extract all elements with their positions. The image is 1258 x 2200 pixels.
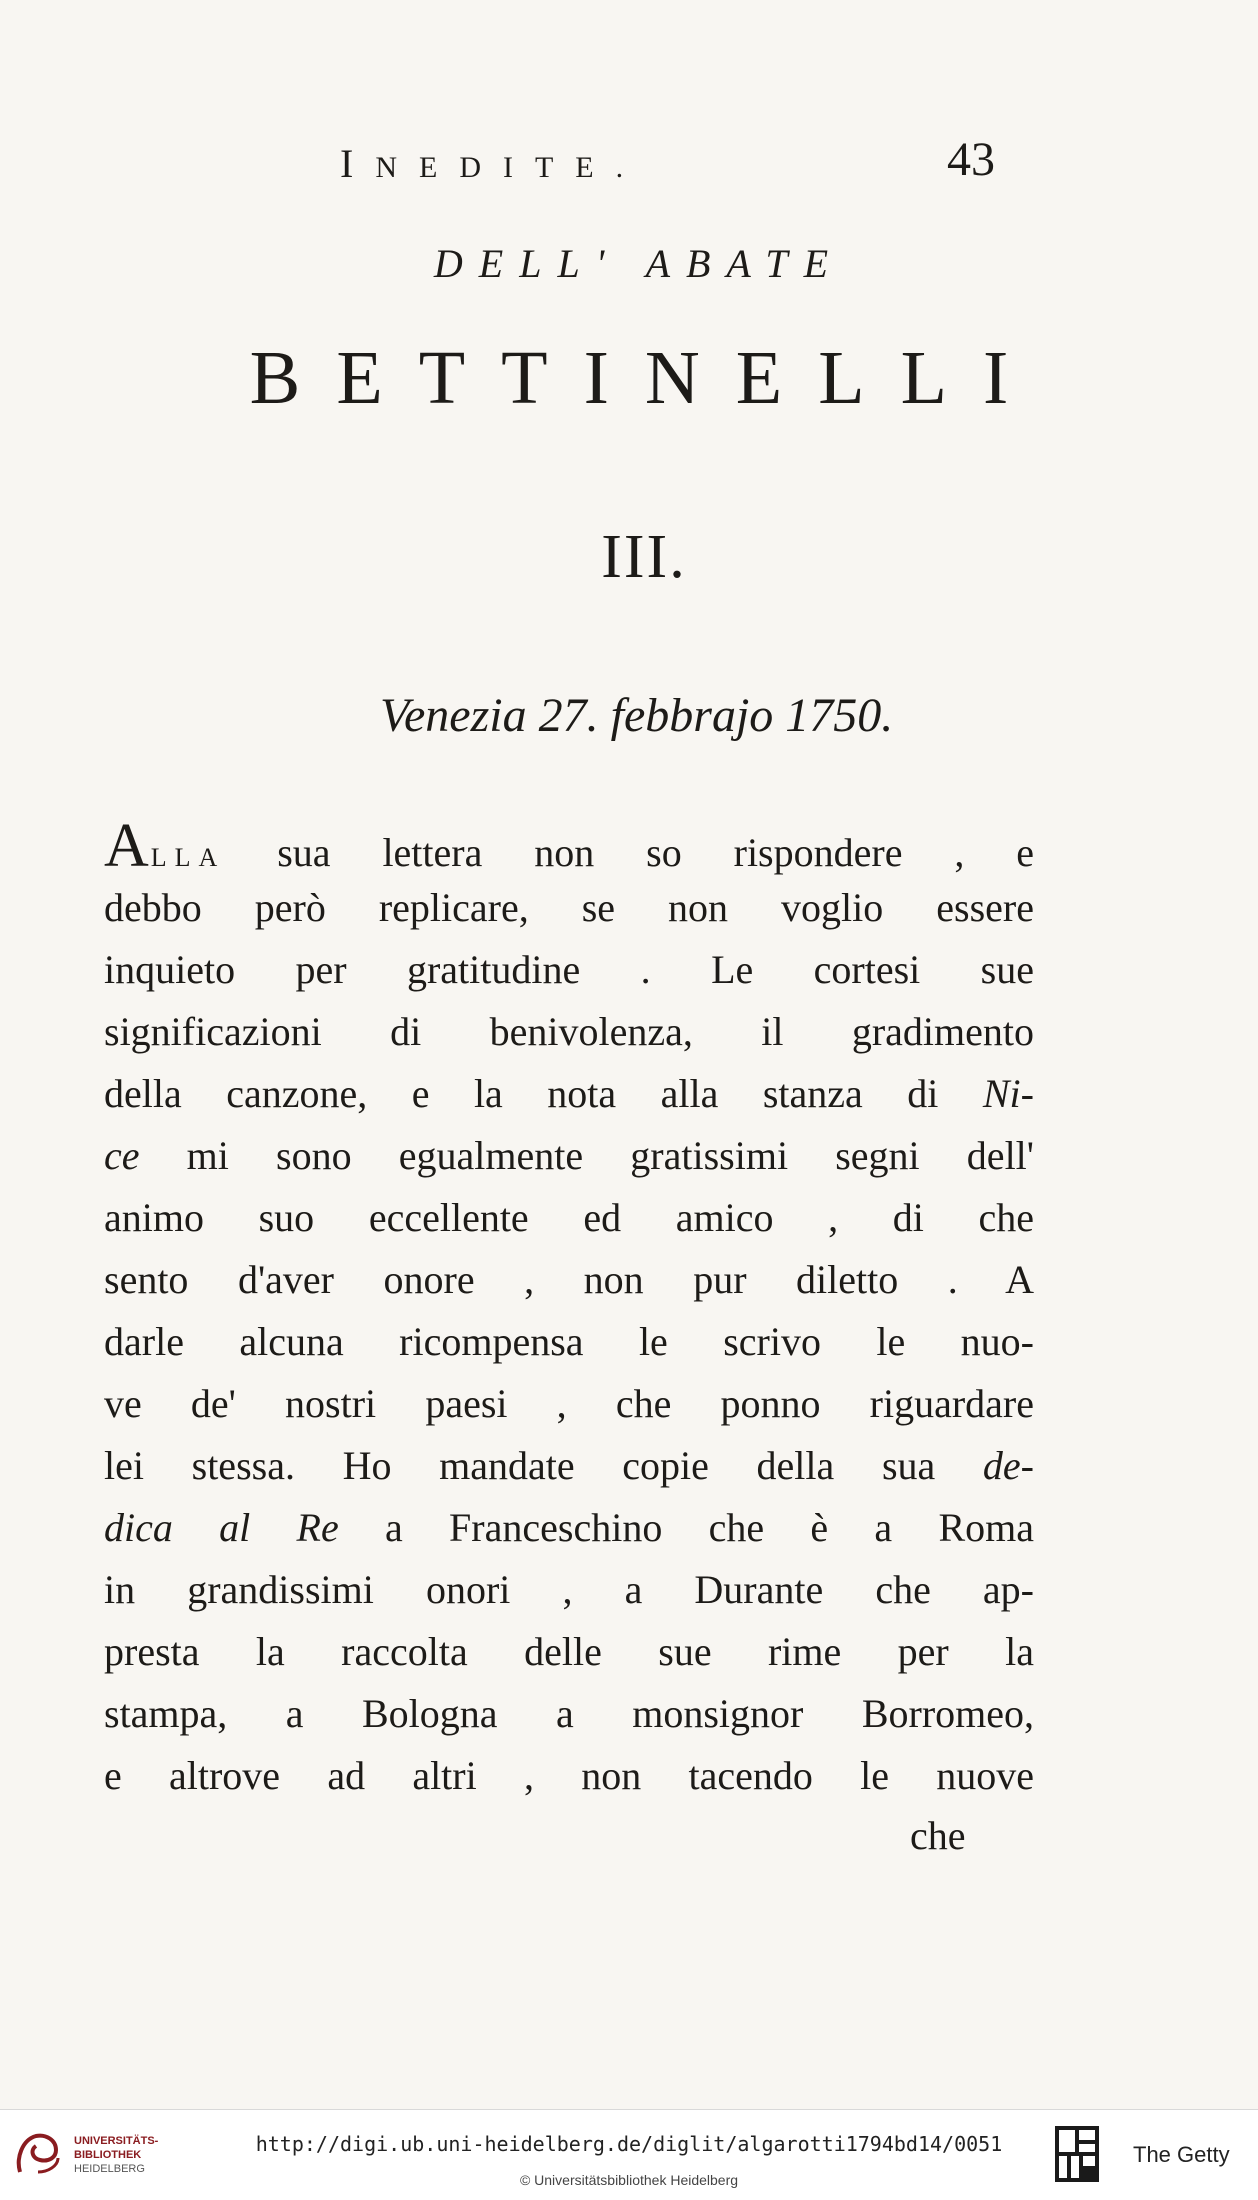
body-text-line: della canzone, e la nota alla stanza di [104,1071,983,1116]
body-line-12 [104,1497,1034,1559]
body-line-14: presta la raccolta delle sue rime per la [104,1629,1034,1674]
body-line-2: debbo però replicare, se non voglio essere [104,885,1034,930]
body-line-9: darle alcuna ricompensa le scrivo le nuo- [104,1319,1034,1364]
section-subtitle: DELL' ABATE [433,241,845,286]
running-title-cap: I [340,141,376,186]
author-heading: BETTINELLI [249,336,1045,420]
body-line-16: e altrove ad altri , non tacendo le nuove [104,1753,1034,1798]
body-line-15: stampa, a Bologna a monsignor Borromeo, [104,1691,1034,1736]
ub-logo-line-3: HEIDELBERG [74,2163,145,2175]
dateline: Venezia 27. febbrajo 1750. [380,689,894,742]
body-text-line: lei stessa. Ho mandate copie della sua [104,1443,983,1488]
copyright-notice: © Universitätsbibliothek Heidelberg [519,2172,739,2188]
body-line-4: significazioni di benivolenza, il gradimento [104,1009,1034,1054]
running-title [340,140,645,187]
getty-logo-text: The Getty [1133,2142,1230,2167]
body-line-3: inquieto per gratitudine . Le cortesi sue [104,947,1034,992]
permalink-url[interactable]: http://digi.ub.uni-heidelberg.de/diglit/algarotti1794bd14/0051 [255,2132,1003,2156]
small-caps-opening: LLA [150,843,226,872]
viewer-footer [0,2109,1258,2200]
getty-logo-icon [1055,2126,1099,2182]
body-line-1 [104,815,1034,877]
catchword: che [910,1813,966,1858]
getty-logo[interactable] [1055,2126,1255,2186]
italic-title: dica al Re [104,1505,339,1550]
running-title-rest: NEDITE. [375,151,646,184]
body-line-5 [104,1063,1034,1125]
body-line-6 [104,1125,1034,1187]
body-line-13: in grandissimi onori , a Durante che ap- [104,1567,1034,1612]
body-text-line: mi sono egualmente gratissimi segni dell' [139,1133,1034,1178]
running-header [0,132,1258,192]
body-line-11 [104,1435,1034,1497]
body-line-10: ve de' nostri paesi , che ponno riguardare [104,1381,1034,1426]
letter-body [104,815,1034,1807]
ub-logo-line-1: UNIVERSITÄTS- [74,2135,159,2147]
body-text-line: sua lettera non so rispondere , e [225,830,1034,875]
ub-logo-line-2: BIBLIOTHEK [74,2149,142,2161]
italic-name: ce [104,1133,140,1178]
body-line-7: animo suo eccellente ed amico , di che [104,1195,1034,1240]
letter-number: III. [601,523,687,591]
italic-title: de- [982,1443,1034,1488]
page-number: 43 [947,133,995,186]
italic-name: Ni- [982,1071,1034,1116]
body-line-8: sento d'aver onore , non pur diletto . A [104,1257,1034,1302]
drop-capital: A [104,815,151,877]
body-text-line: a Franceschino che è a Roma [338,1505,1034,1550]
